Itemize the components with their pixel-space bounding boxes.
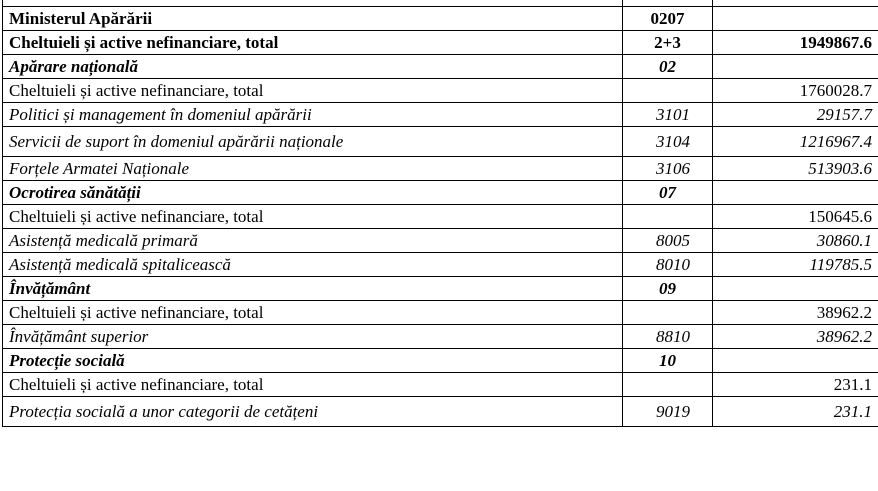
table-row xyxy=(3,253,878,277)
row-amount-cell: 150645.6 xyxy=(713,205,878,229)
row-amount-cell: 1216967.4 xyxy=(713,127,878,157)
table-row xyxy=(3,7,878,31)
row-name-cell: Ministerul Apărării xyxy=(3,7,623,31)
row-amount-cell xyxy=(713,55,878,79)
row-name-cell: Ocrotirea sănătății xyxy=(3,181,623,205)
table-row xyxy=(3,397,878,427)
row-amount-cell: 231.1 xyxy=(713,397,878,427)
row-code-cell: 8005 xyxy=(623,229,713,253)
row-name-cell: Asistență medicală spitalicească xyxy=(3,253,623,277)
row-amount-cell: 119785.5 xyxy=(713,253,878,277)
row-code-cell xyxy=(623,79,713,103)
table-row xyxy=(3,79,878,103)
table-row xyxy=(3,301,878,325)
row-name-cell: Politici și management în domeniul apărării xyxy=(3,103,623,127)
row-amount-cell: 513903.6 xyxy=(713,157,878,181)
table-row xyxy=(3,127,878,157)
row-code-cell xyxy=(623,373,713,397)
row-name-cell: Servicii de suport în domeniul apărării naționale xyxy=(3,127,623,157)
row-name-cell: Cheltuieli și active nefinanciare, total xyxy=(3,373,623,397)
table-row xyxy=(3,181,878,205)
row-code-cell: 09 xyxy=(623,277,713,301)
row-code-cell: 3104 xyxy=(623,127,713,157)
table-row xyxy=(3,31,878,55)
row-amount-cell xyxy=(713,181,878,205)
row-code-cell: 2+3 xyxy=(623,31,713,55)
budget-table-body xyxy=(3,7,878,427)
row-code-cell: 3101 xyxy=(623,103,713,127)
row-amount-cell: 1760028.7 xyxy=(713,79,878,103)
row-name-cell: Învățământ xyxy=(3,277,623,301)
budget-table xyxy=(2,6,878,427)
row-amount-cell: 29157.7 xyxy=(713,103,878,127)
row-code-cell: 07 xyxy=(623,181,713,205)
row-code-cell xyxy=(623,301,713,325)
row-amount-cell: 1949867.6 xyxy=(713,31,878,55)
table-row xyxy=(3,55,878,79)
row-name-cell: Cheltuieli și active nefinanciare, total xyxy=(3,31,623,55)
row-code-cell: 8010 xyxy=(623,253,713,277)
row-amount-cell xyxy=(713,349,878,373)
table-row xyxy=(3,205,878,229)
table-row xyxy=(3,229,878,253)
row-name-cell: Forțele Armatei Naționale xyxy=(3,157,623,181)
table-row xyxy=(3,349,878,373)
row-amount-cell xyxy=(713,7,878,31)
table-row xyxy=(3,373,878,397)
row-code-cell: 02 xyxy=(623,55,713,79)
row-amount-cell: 30860.1 xyxy=(713,229,878,253)
row-code-cell: 3106 xyxy=(623,157,713,181)
row-name-cell: Învățământ superior xyxy=(3,325,623,349)
row-name-cell: Asistență medicală primară xyxy=(3,229,623,253)
row-amount-cell xyxy=(713,277,878,301)
row-amount-cell: 231.1 xyxy=(713,373,878,397)
row-code-cell: 8810 xyxy=(623,325,713,349)
row-code-cell xyxy=(623,205,713,229)
row-code-cell: 0207 xyxy=(623,7,713,31)
row-name-cell: Cheltuieli și active nefinanciare, total xyxy=(3,301,623,325)
row-amount-cell: 38962.2 xyxy=(713,301,878,325)
table-row xyxy=(3,277,878,301)
row-name-cell: Protecție socială xyxy=(3,349,623,373)
table-row xyxy=(3,157,878,181)
row-name-cell: Protecția socială a unor categorii de cetățeni xyxy=(3,397,623,427)
row-code-cell: 10 xyxy=(623,349,713,373)
row-name-cell: Cheltuieli și active nefinanciare, total xyxy=(3,205,623,229)
row-name-cell: Apărare națională xyxy=(3,55,623,79)
table-row xyxy=(3,103,878,127)
row-amount-cell: 38962.2 xyxy=(713,325,878,349)
row-code-cell: 9019 xyxy=(623,397,713,427)
row-name-cell: Cheltuieli și active nefinanciare, total xyxy=(3,79,623,103)
table-row xyxy=(3,325,878,349)
